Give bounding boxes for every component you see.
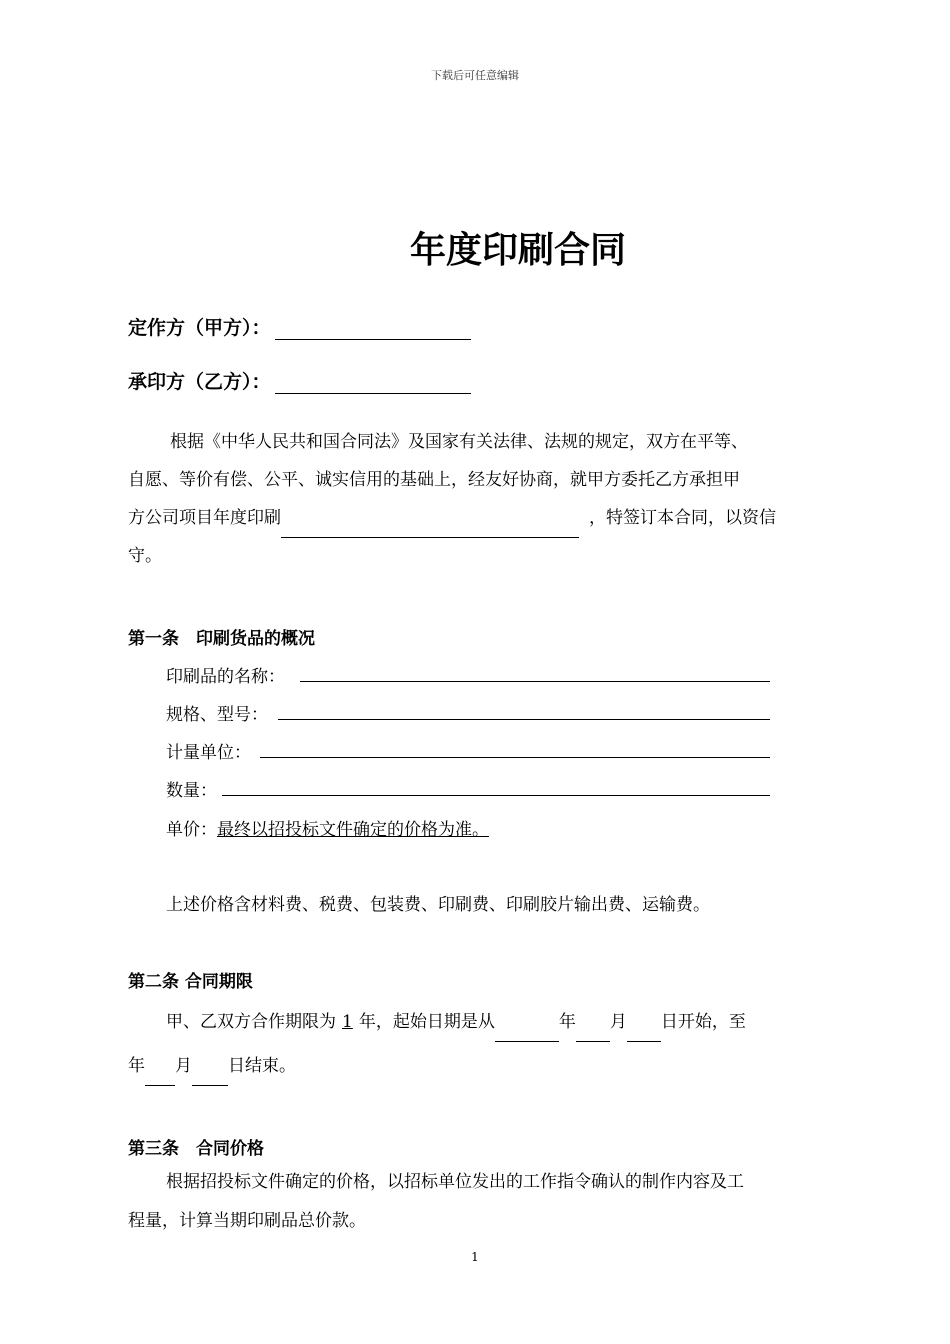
item-name-row	[166, 662, 770, 687]
end-month-blank	[145, 1067, 175, 1086]
intro-line-3	[128, 499, 776, 538]
article-2-line-2	[128, 1047, 296, 1086]
end-month-label: 月	[175, 1056, 192, 1076]
article-3-heading: 第三条 合同价格	[128, 1139, 264, 1159]
item-name-blank	[300, 680, 770, 682]
item-name-label: 印刷品的名称：	[166, 667, 285, 687]
term-suffix: 年，起始日期是从	[358, 1012, 495, 1032]
item-price-row	[166, 815, 489, 840]
party-a-row	[128, 313, 471, 340]
start-month-blank	[576, 1023, 610, 1042]
page-number: 1	[471, 1250, 479, 1264]
item-unit-label: 计量单位：	[166, 743, 251, 763]
article-2-heading: 第二条 合同期限	[128, 972, 253, 992]
item-unit-row	[166, 738, 770, 763]
article-2-line-1	[166, 1003, 746, 1042]
party-b-label: 承印方（乙方）：	[128, 371, 271, 393]
item-quantity-row	[166, 776, 770, 801]
party-a-label: 定作方（甲方）：	[128, 317, 271, 339]
term-prefix: 甲、乙双方合作期限为	[166, 1012, 336, 1032]
item-spec-blank	[278, 718, 770, 720]
start-day-label: 日开始，至	[660, 1012, 746, 1032]
start-day-blank	[627, 1023, 661, 1042]
article-1-heading: 第一条 印刷货品的概况	[128, 629, 315, 649]
article-3-line-2: 程量，计算当期印刷品总价款。	[128, 1211, 366, 1231]
intro-line-4: 守。	[128, 546, 162, 566]
party-b-row	[128, 367, 471, 394]
term-value: 1	[342, 1012, 353, 1032]
item-price-label: 单价：	[166, 820, 217, 840]
item-spec-row	[166, 700, 770, 725]
project-blank	[281, 519, 579, 538]
item-spec-label: 规格、型号：	[166, 705, 268, 725]
intro-line-3-suffix: ，特签订本合同，以资信	[589, 508, 776, 528]
start-year-blank	[495, 1023, 559, 1042]
intro-line-1: 根据《中华人民共和国合同法》及国家有关法律、法规的规定，双方在平等、	[170, 432, 748, 452]
intro-line-2: 自愿、等价有偿、公平、诚实信用的基础上，经友好协商，就甲方委托乙方承担甲	[128, 470, 740, 490]
item-quantity-blank	[222, 794, 770, 796]
page-header: 下载后可任意编辑	[431, 69, 519, 82]
end-day-label: 日结束。	[228, 1056, 296, 1076]
start-year-label: 年	[558, 1012, 576, 1032]
party-a-blank	[275, 321, 471, 340]
start-month-label: 月	[609, 1012, 627, 1032]
price-note: 上述价格含材料费、税费、包装费、印刷费、印刷胶片输出费、运输费。	[166, 895, 710, 915]
item-quantity-label: 数量：	[166, 781, 217, 801]
intro-line-3-prefix: 方公司项目年度印刷	[128, 508, 281, 528]
end-year-label: 年	[128, 1056, 145, 1076]
item-price-value: 最终以招投标文件确定的价格为准。	[217, 820, 489, 840]
party-b-blank	[275, 375, 471, 394]
item-unit-blank	[260, 756, 770, 758]
document-title: 年度印刷合同	[409, 230, 626, 271]
article-3-line-1: 根据招投标文件确定的价格，以招标单位发出的工作指令确认的制作内容及工	[166, 1172, 744, 1192]
end-day-blank	[192, 1067, 228, 1086]
